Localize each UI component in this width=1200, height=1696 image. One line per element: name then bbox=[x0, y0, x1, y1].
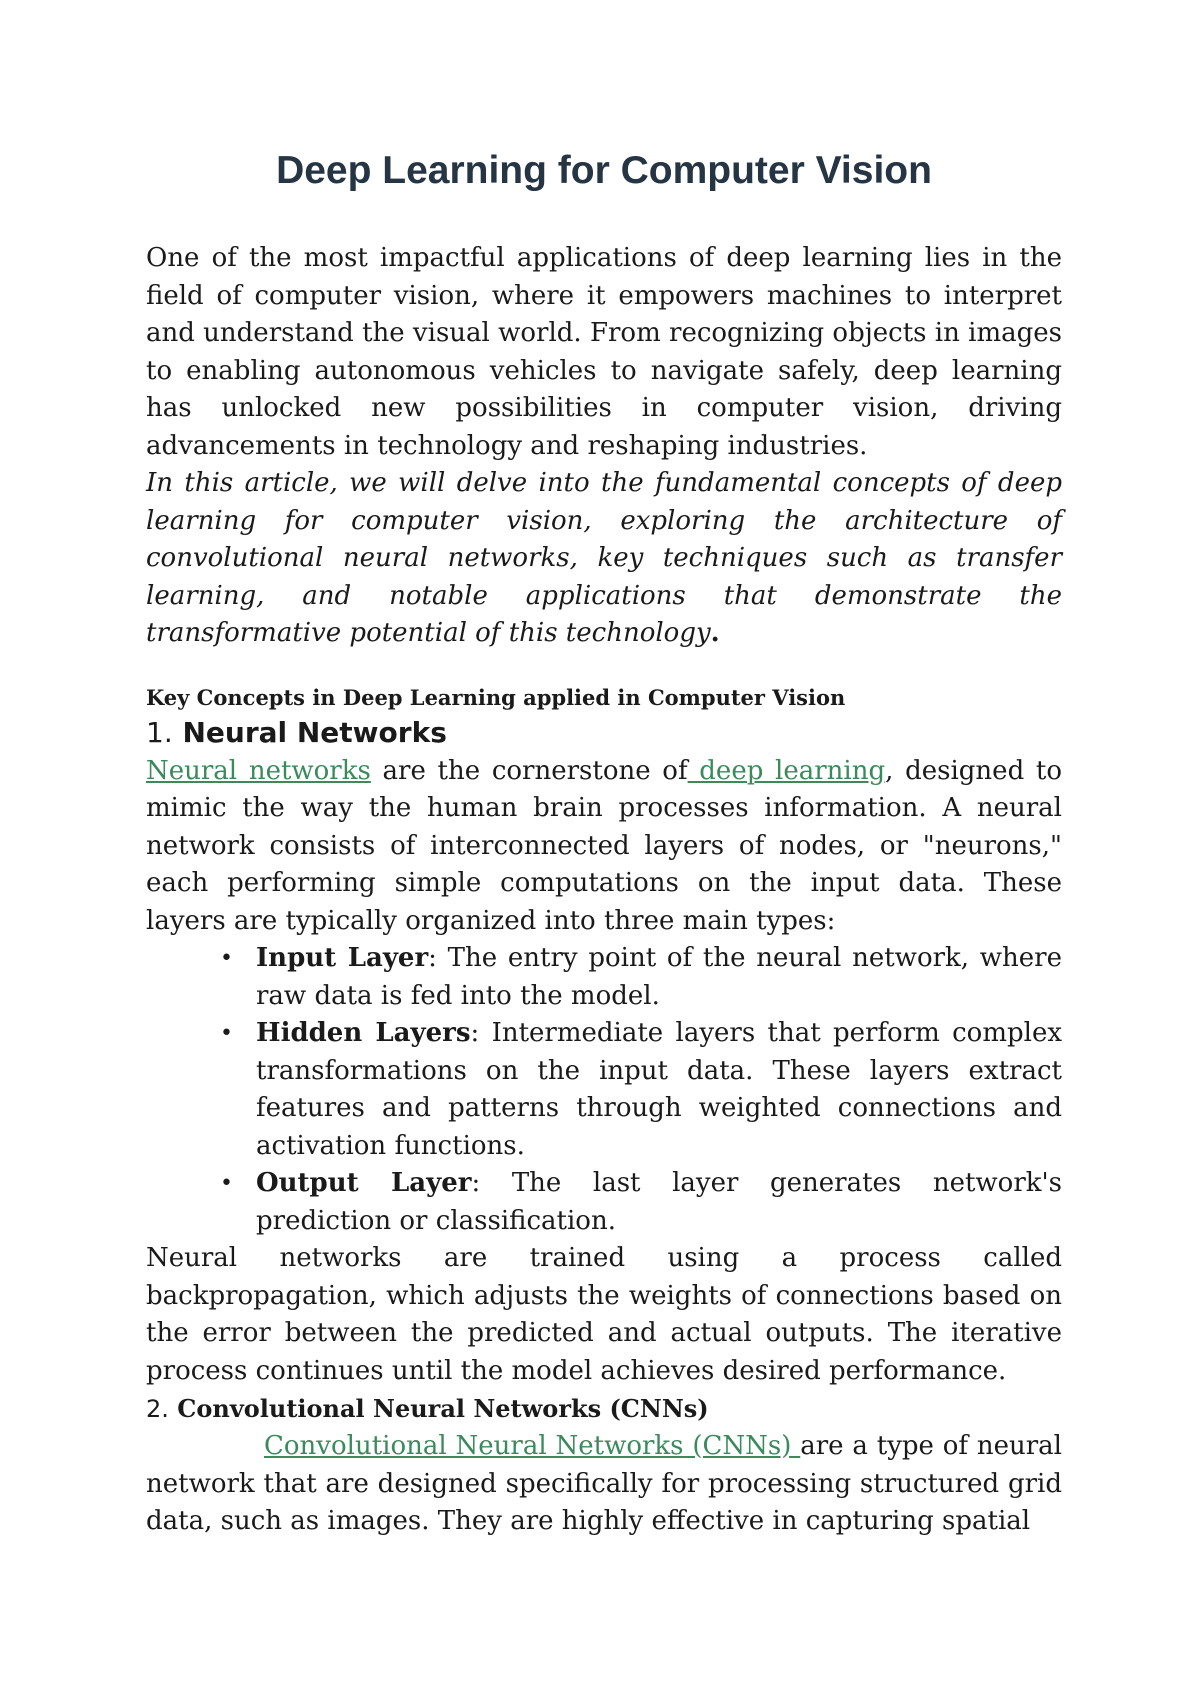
bullet-text: : The entry point of the neural network, where raw data is fed into the model. bbox=[256, 943, 1062, 1011]
bullet-term: Input Layer bbox=[256, 943, 429, 973]
bullet-icon: • bbox=[220, 946, 233, 971]
section-2-number: 2. bbox=[146, 1395, 169, 1423]
section-1-closing-paragraph: Neural networks are trained using a process called backpropagation, which adjusts the weights of connections based on the error between the predicted and actual outputs. The iterative process continues until the model achieves desired performance. bbox=[146, 1243, 1062, 1386]
bullet-text: : Intermediate layers that perform complex transformations on the input data. These layers extract features and patterns through weighted connections and activation functions. bbox=[256, 1018, 1062, 1161]
list-item bbox=[220, 940, 1062, 1015]
section-1-text-a: are the cornerstone of bbox=[370, 755, 688, 786]
bullet-icon: • bbox=[220, 1021, 233, 1046]
list-item bbox=[220, 1015, 1062, 1165]
page-title: Deep Learning for Computer Vision bbox=[276, 149, 932, 192]
bullet-icon: • bbox=[220, 1171, 233, 1196]
section-1-paragraph bbox=[146, 753, 1062, 941]
section-2-heading bbox=[146, 1390, 1062, 1428]
key-concepts-heading: Key Concepts in Deep Learning applied in Computer Vision bbox=[146, 684, 846, 710]
section-1-number: 1. bbox=[146, 715, 173, 749]
bullet-term: Output Layer bbox=[256, 1168, 472, 1198]
deep-learning-link[interactable]: deep learning bbox=[687, 755, 886, 786]
layer-types-list bbox=[146, 940, 1062, 1240]
section-2-paragraph bbox=[146, 1428, 1062, 1541]
section-1-title: Neural Networks bbox=[182, 715, 447, 749]
section-1-text-b: , designed to mimic the way the human brain processes information. A neural network consists of interconnected layers of nodes, or "neurons," each performing simple computations on the input data. These layers are typically organized into three main types: bbox=[146, 755, 1063, 936]
intro-italic-text: In this article, we will delve into the fundamental concepts of deep learning for computer vision, exploring the architecture of convolutional neural networks, key techniques such as transfer learning, and notable applications that demonstrate the transformative potential of this technology bbox=[146, 468, 1062, 648]
section-2-title: Convolutional Neural Networks (CNNs) bbox=[177, 1394, 709, 1423]
section-1-heading bbox=[146, 713, 1062, 753]
intro-italic-period: . bbox=[710, 618, 720, 648]
section-2-text: are a type of neural network that are designed specifically for processing structured grid data, such as images. They are highly effective in capturing spatial bbox=[146, 1431, 1062, 1536]
document-page bbox=[146, 0, 1062, 1696]
cnn-link[interactable]: Convolutional Neural Networks (CNNs) bbox=[264, 1431, 801, 1461]
bullet-term: Hidden Layers bbox=[256, 1018, 471, 1048]
intro-paragraph: One of the most impactful applications of deep learning lies in the field of computer vision, where it empowers machines to interpret and understand the visual world. From recognizing objects in images to enabling autonomous vehicles to navigate safely, deep learning has unlocked new possibilities in computer vision, driving advancements in technology and reshaping industries. bbox=[146, 243, 1062, 461]
bullet-text: : The last layer generates network's prediction or classification. bbox=[256, 1168, 1062, 1236]
article-body bbox=[146, 240, 1062, 1541]
list-item bbox=[220, 1165, 1062, 1240]
intro-italic-paragraph bbox=[146, 465, 1062, 653]
neural-networks-link[interactable]: Neural networks bbox=[146, 755, 371, 786]
